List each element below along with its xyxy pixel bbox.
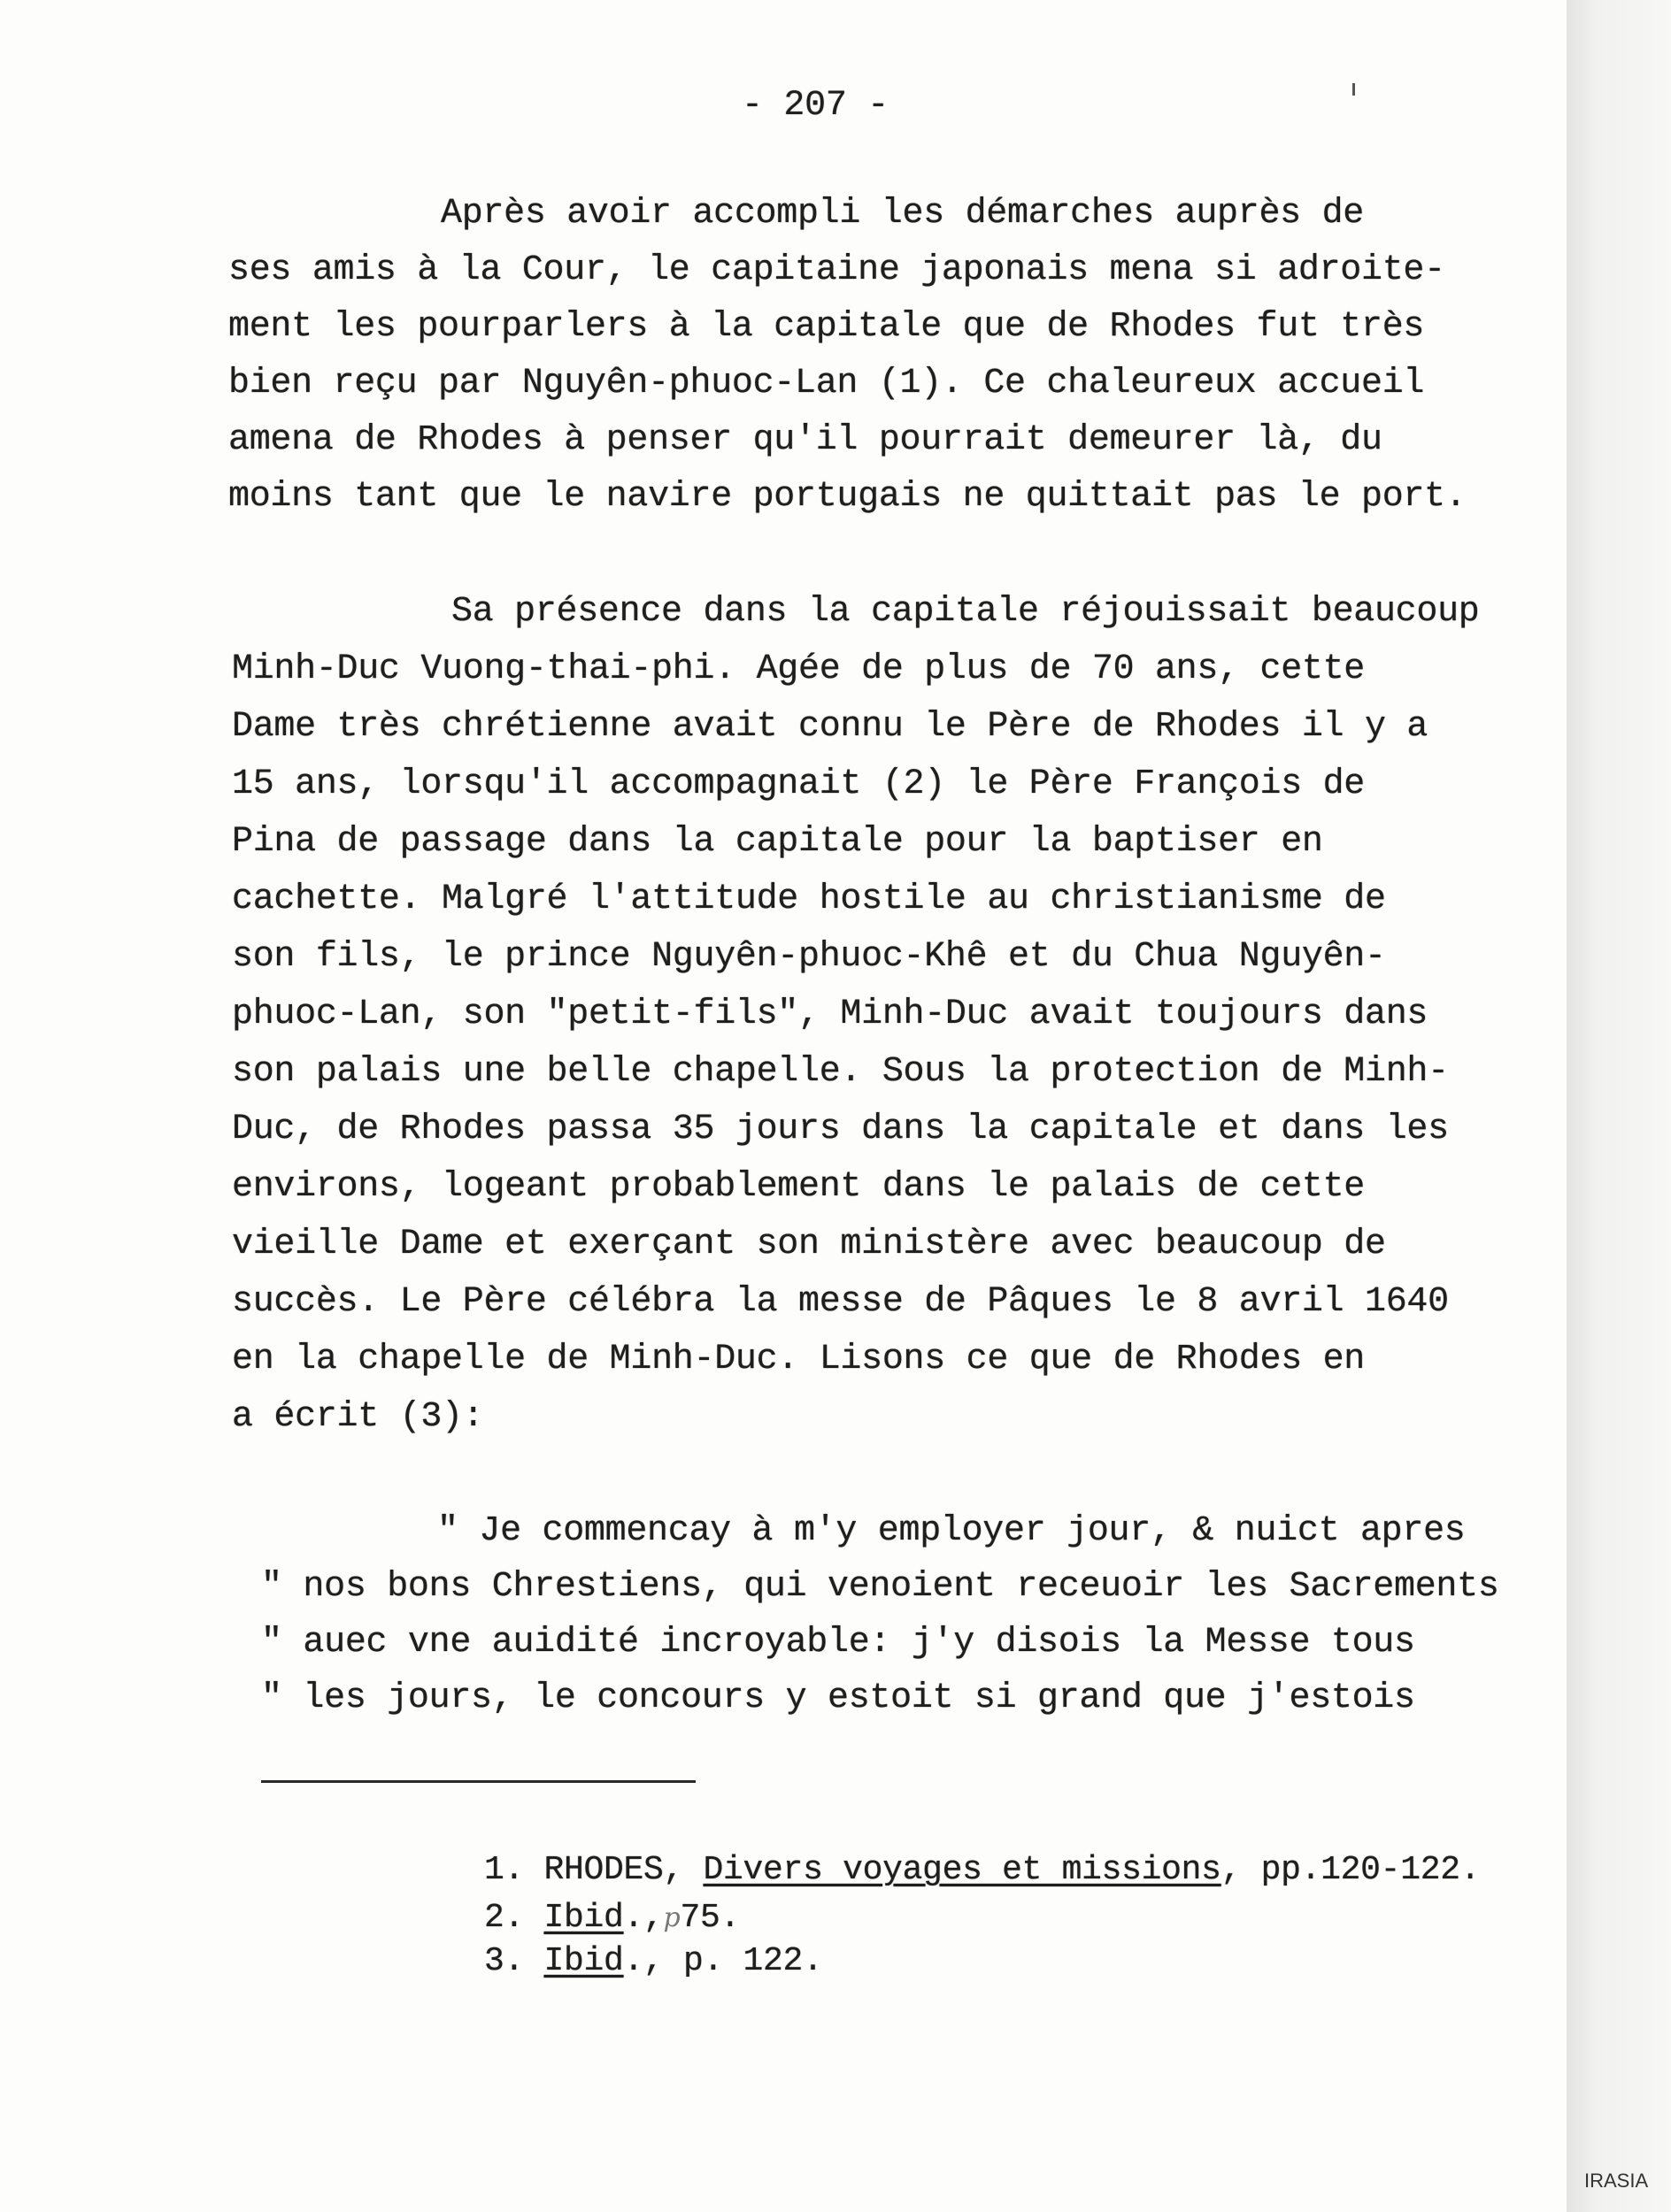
paragraph2-line: succès. Le Père célébra la messe de Pâques le 8 avril 1640: [232, 1282, 1449, 1322]
paragraph2-line: vieille Dame et exerçant son ministère avec beaucoup de: [232, 1225, 1386, 1264]
footnote-title: Ibid: [543, 1942, 624, 1980]
paragraph1-line: bien reçu par Nguyên-phuoc-Lan (1). Ce chaleureux accueil: [228, 364, 1425, 403]
quote-line: " auec vne auidité incroyable: j'y disois la Messe tous: [261, 1623, 1415, 1663]
ink-mark: [1352, 83, 1355, 96]
footnote-pages: ., p. 122.: [623, 1942, 823, 1980]
footnote-author: RHODES,: [543, 1851, 704, 1889]
footnote-number: 3.: [484, 1942, 544, 1980]
footnote-punct: .,: [623, 1899, 664, 1937]
watermark: IRASIA: [1584, 2170, 1649, 2192]
paragraph2-line: 15 ans, lorsqu'il accompagnait (2) le Père François de: [232, 764, 1366, 804]
paragraph1-line: moins tant que le navire portugais ne quittait pas le port.: [228, 477, 1467, 517]
paragraph1-line: ses amis à la Cour, le capitaine japonais mena si adroite-: [228, 250, 1445, 290]
paragraph2-line: Dame très chrétienne avait connu le Père de Rhodes il y a: [232, 707, 1428, 747]
paragraph2-line: cachette. Malgré l'attitude hostile au christianisme de: [232, 879, 1386, 919]
paragraph2-line: a écrit (3):: [232, 1397, 484, 1437]
paragraph2-line: son palais une belle chapelle. Sous la protection de Minh-: [232, 1052, 1449, 1092]
paragraph2-line: environs, logeant probablement dans le palais de cette: [232, 1167, 1366, 1207]
paragraph2-line: Duc, de Rhodes passa 35 jours dans la capitale et dans les: [232, 1110, 1449, 1149]
page-number: - 207 -: [742, 86, 889, 126]
page-edge: [1567, 0, 1671, 2212]
quote-line: " les jours, le concours y estoit si grand que j'estois: [261, 1678, 1415, 1718]
footnote-1: [484, 1851, 1480, 1890]
footnote-number: 1.: [484, 1851, 544, 1889]
paragraph2-line: Sa présence dans la capitale réjouissait beaucoup: [451, 592, 1480, 632]
paragraph1-line: amena de Rhodes à penser qu'il pourrait demeurer là, du: [228, 420, 1382, 460]
footnote-title: Divers voyages et missions: [703, 1851, 1221, 1889]
footnote-number: 2.: [484, 1899, 544, 1937]
paragraph2-line: son fils, le prince Nguyên-phuoc-Khê et du Chua Nguyên-: [232, 937, 1386, 977]
paragraph2-line: Minh-Duc Vuong-thai-phi. Agée de plus de 70 ans, cette: [232, 649, 1366, 689]
footnote-pages: , pp.120-122.: [1221, 1851, 1481, 1889]
quote-line: " nos bons Chrestiens, qui venoient receuoir les Sacrements: [261, 1567, 1499, 1607]
paragraph2-line: Pina de passage dans la capitale pour la baptiser en: [232, 822, 1323, 862]
footnote-separator: [261, 1780, 696, 1783]
quote-line: " Je commencay à m'y employer jour, & nuict apres: [437, 1511, 1466, 1551]
handwritten-annotation: p: [663, 1902, 681, 1933]
footnote-title: Ibid: [543, 1899, 624, 1937]
paragraph2-line: phuoc-Lan, son "petit-fils", Minh-Duc avait toujours dans: [232, 995, 1428, 1034]
footnote-3: [484, 1942, 823, 1981]
footnote-2: [484, 1899, 740, 1938]
paragraph1-line: Après avoir accompli les démarches auprès de: [441, 194, 1364, 234]
footnote-pages: 75.: [680, 1899, 740, 1937]
paragraph1-line: ment les pourparlers à la capitale que de Rhodes fut très: [228, 307, 1425, 347]
paragraph2-line: en la chapelle de Minh-Duc. Lisons ce que de Rhodes en: [232, 1340, 1366, 1379]
